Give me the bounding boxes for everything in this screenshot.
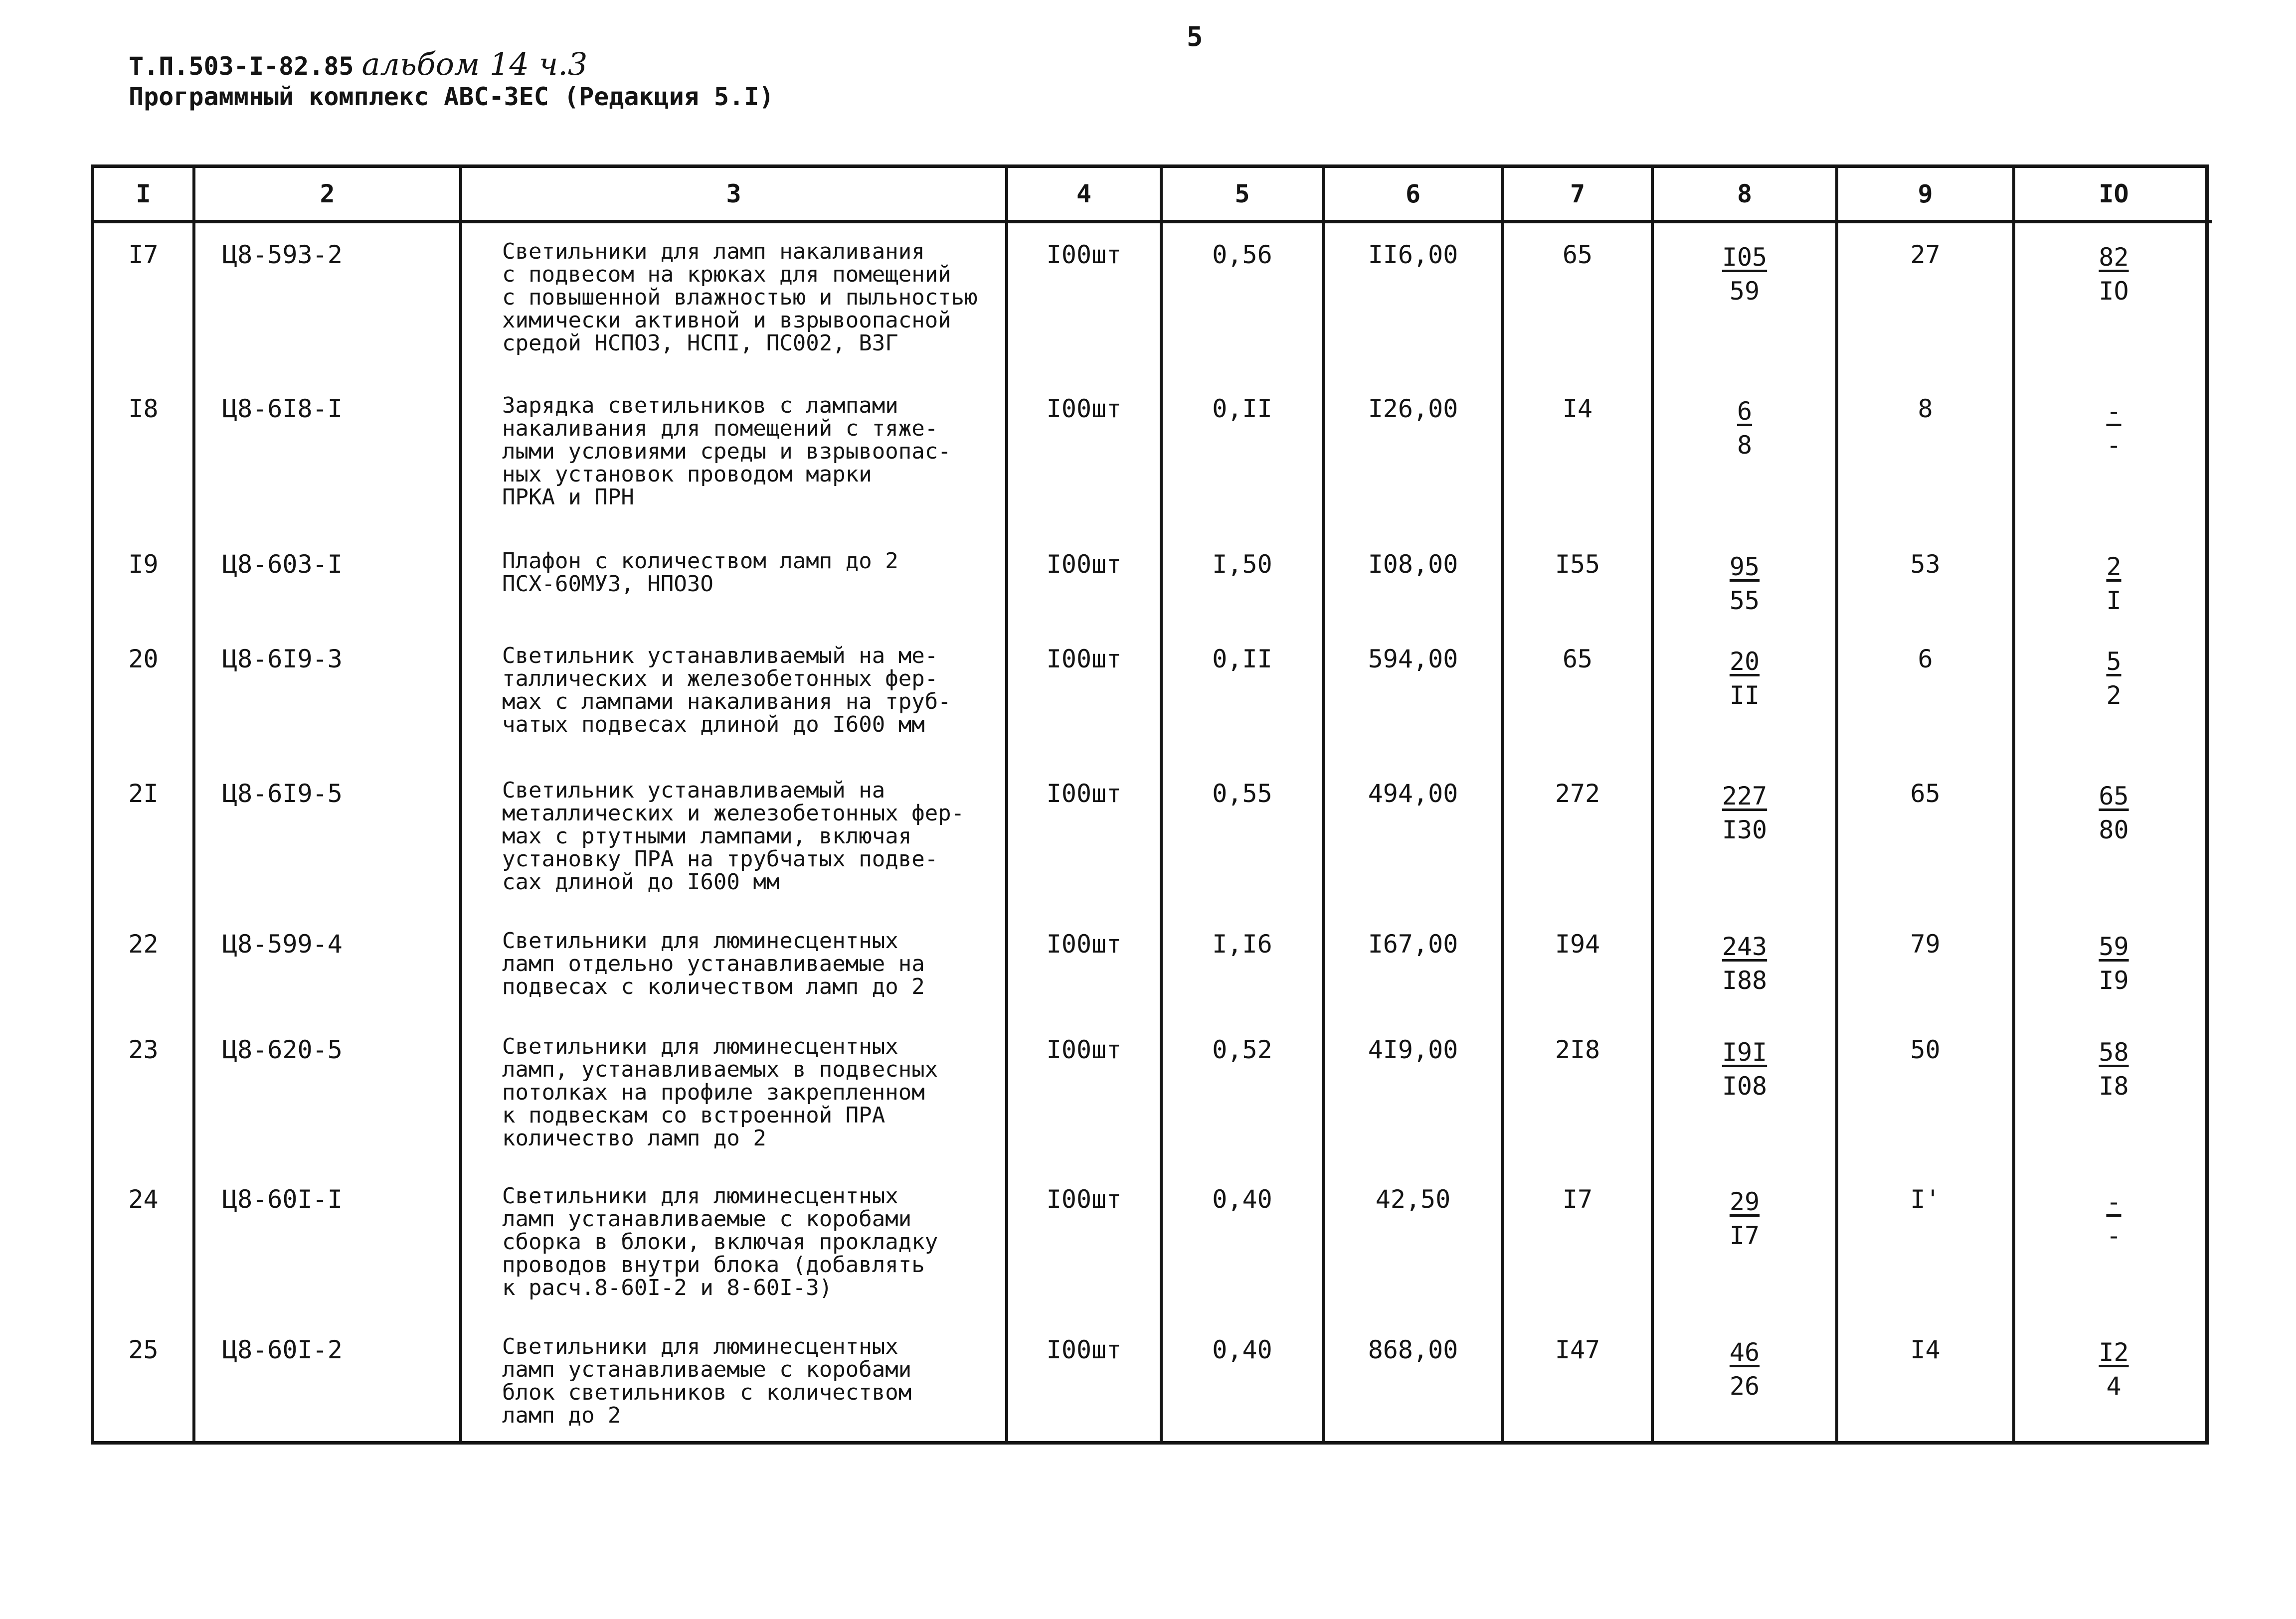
work-description: Зарядка светильников с лампами накаливания для помещений с тяже- лыми условиями среды и взрывоопас- ных установок проводом марки ПРКА и ПРН — [461, 377, 1007, 533]
cell-col9: 53 — [1837, 533, 2014, 628]
column-header: 9 — [1837, 168, 2014, 222]
unit: I00шт — [1007, 533, 1161, 628]
fraction-numerator: 95 — [1729, 552, 1760, 581]
fraction — [2099, 1035, 2128, 1103]
cell-col5: 0,II — [1161, 628, 1323, 762]
table-row — [94, 222, 2212, 377]
cell-col9: 27 — [1837, 222, 2014, 377]
row-number: 23 — [94, 1018, 194, 1168]
work-description: Светильник устанавливаемый на металлических и железобетонных фер- мах с ртутными лампами, включая установку ПРА на трубчатых подве- сах длиной до I600 мм — [461, 762, 1007, 913]
cell-col5: 0,56 — [1161, 222, 1323, 377]
fraction — [1730, 645, 1760, 712]
fraction — [2099, 240, 2128, 308]
fraction — [1730, 1185, 1760, 1253]
rate-code: Ц8-6I8-I — [194, 377, 461, 533]
unit: I00шт — [1007, 222, 1161, 377]
cell-col7: 65 — [1503, 628, 1652, 762]
column-header: 5 — [1161, 168, 1323, 222]
fraction — [2106, 645, 2121, 712]
page-number: 5 — [1187, 21, 1203, 52]
fraction-denominator: I — [2106, 586, 2121, 615]
cell-col8 — [1652, 222, 1837, 377]
rate-code: Ц8-620-5 — [194, 1018, 461, 1168]
rate-code: Ц8-60I-2 — [194, 1318, 461, 1442]
column-header: 4 — [1007, 168, 1161, 222]
cell-col9: I' — [1837, 1168, 2014, 1318]
unit: I00шт — [1007, 913, 1161, 1018]
cell-col8 — [1652, 913, 1837, 1018]
fraction-denominator: I7 — [1729, 1221, 1760, 1250]
fraction-denominator: - — [2106, 1221, 2121, 1250]
cell-col10 — [2014, 913, 2212, 1018]
fraction-denominator: 4 — [2106, 1371, 2121, 1401]
column-header: 7 — [1503, 168, 1652, 222]
fraction-denominator: I30 — [1722, 815, 1767, 844]
table-row — [94, 533, 2212, 628]
cell-col9: 79 — [1837, 913, 2014, 1018]
unit: I00шт — [1007, 1318, 1161, 1442]
fraction-numerator: 243 — [1722, 932, 1767, 961]
cell-col8 — [1652, 1018, 1837, 1168]
cell-col6: I08,00 — [1323, 533, 1503, 628]
fraction — [1722, 779, 1767, 847]
cell-col7: 65 — [1503, 222, 1652, 377]
fraction-numerator: 59 — [2099, 932, 2129, 961]
column-header: 6 — [1323, 168, 1503, 222]
cell-col5: 0,55 — [1161, 762, 1323, 913]
table-row — [94, 913, 2212, 1018]
cell-col7: I47 — [1503, 1318, 1652, 1442]
cell-col10 — [2014, 377, 2212, 533]
fraction — [1722, 930, 1767, 997]
row-number: 20 — [94, 628, 194, 762]
row-number: I9 — [94, 533, 194, 628]
fraction-numerator: 6 — [1737, 396, 1753, 426]
cell-col10 — [2014, 533, 2212, 628]
table-row — [94, 1168, 2212, 1318]
fraction — [2106, 394, 2121, 462]
row-number: 22 — [94, 913, 194, 1018]
cell-col5: I,I6 — [1161, 913, 1323, 1018]
cell-col10 — [2014, 762, 2212, 913]
table-header-row — [94, 168, 2212, 222]
fraction-denominator: I9 — [2099, 966, 2129, 995]
fraction-numerator: 227 — [1722, 781, 1767, 810]
fraction-numerator: 20 — [1729, 647, 1760, 676]
fraction-numerator: I2 — [2099, 1337, 2129, 1367]
unit: I00шт — [1007, 1018, 1161, 1168]
cell-col10 — [2014, 1168, 2212, 1318]
fraction-numerator: I9I — [1722, 1037, 1767, 1067]
work-description: Светильники для люминесцентных ламп, устанавливаемых в подвесных потолках на профиле закрепленном к подвескам со встроенной ПРА количество ламп до 2 — [461, 1018, 1007, 1168]
unit: I00шт — [1007, 377, 1161, 533]
cell-col8 — [1652, 1168, 1837, 1318]
cell-col9: 6 — [1837, 628, 2014, 762]
fraction — [2106, 550, 2121, 618]
fraction-numerator: 2 — [2106, 552, 2121, 581]
cell-col6: I67,00 — [1323, 913, 1503, 1018]
fraction-numerator: - — [2106, 1187, 2121, 1216]
fraction-denominator: I8 — [2099, 1071, 2129, 1101]
work-description: Плафон с количеством ламп до 2 ПСХ-60МУЗ, НПОЗО — [461, 533, 1007, 628]
cell-col6: I26,00 — [1323, 377, 1503, 533]
cell-col9: 65 — [1837, 762, 2014, 913]
cell-col6: 42,50 — [1323, 1168, 1503, 1318]
column-header: IO — [2014, 168, 2212, 222]
table-row — [94, 377, 2212, 533]
fraction-numerator: 5 — [2106, 647, 2121, 676]
cell-col5: 0,52 — [1161, 1018, 1323, 1168]
fraction — [2099, 779, 2128, 847]
cell-col9: 50 — [1837, 1018, 2014, 1168]
fraction-numerator: 82 — [2099, 243, 2129, 272]
fraction-denominator: 55 — [1729, 586, 1760, 615]
fraction-denominator: - — [2106, 430, 2121, 460]
fraction — [1722, 240, 1767, 308]
cell-col6: 494,00 — [1323, 762, 1503, 913]
fraction-numerator: 46 — [1729, 1337, 1760, 1367]
table-row — [94, 1318, 2212, 1442]
row-number: 25 — [94, 1318, 194, 1442]
work-description: Светильники для люминесцентных ламп устанавливаемые с коробами сборка в блоки, включая прокладку проводов внутри блока (добавлять к расч.8-60I-2 и 8-60I-3) — [461, 1168, 1007, 1318]
fraction-denominator: 8 — [1737, 430, 1753, 460]
rate-code: Ц8-60I-I — [194, 1168, 461, 1318]
fraction-numerator: - — [2106, 396, 2121, 426]
cell-col10 — [2014, 628, 2212, 762]
fraction — [1730, 550, 1760, 618]
fraction-denominator: I88 — [1722, 966, 1767, 995]
fraction-denominator: I08 — [1722, 1071, 1767, 1101]
cell-col6: 4I9,00 — [1323, 1018, 1503, 1168]
cell-col8 — [1652, 533, 1837, 628]
rate-code: Ц8-6I9-3 — [194, 628, 461, 762]
work-description: Светильники для люминесцентных ламп устанавливаемые с коробами блок светильников с количеством ламп до 2 — [461, 1318, 1007, 1442]
table-row — [94, 628, 2212, 762]
cell-col7: 2I8 — [1503, 1018, 1652, 1168]
fraction-numerator: I05 — [1722, 243, 1767, 272]
column-header: 3 — [461, 168, 1007, 222]
column-header: 2 — [194, 168, 461, 222]
cell-col6: 594,00 — [1323, 628, 1503, 762]
handwritten-album-note: альбом 14 ч.3 — [361, 46, 588, 82]
row-number: I8 — [94, 377, 194, 533]
rate-code: Ц8-603-I — [194, 533, 461, 628]
cell-col10 — [2014, 1318, 2212, 1442]
fraction — [1737, 394, 1752, 462]
cell-col10 — [2014, 1018, 2212, 1168]
fraction-denominator: IO — [2099, 277, 2129, 306]
table-row — [94, 1018, 2212, 1168]
unit: I00шт — [1007, 628, 1161, 762]
fraction-numerator: 29 — [1729, 1187, 1760, 1216]
fraction — [1722, 1035, 1767, 1103]
row-number: 2I — [94, 762, 194, 913]
row-number: 24 — [94, 1168, 194, 1318]
rate-code: Ц8-593-2 — [194, 222, 461, 377]
estimate-table — [91, 164, 2209, 1445]
work-description: Светильники для ламп накаливания с подвесом на крюках для помещений с повышенной влажностью и пыльностью химически активной и взрывоопасной средой НСПОЗ, НСПI, ПС002, ВЗГ — [461, 222, 1007, 377]
unit: I00шт — [1007, 762, 1161, 913]
cell-col7: 272 — [1503, 762, 1652, 913]
cell-col5: I,50 — [1161, 533, 1323, 628]
rate-code: Ц8-6I9-5 — [194, 762, 461, 913]
cell-col8 — [1652, 1318, 1837, 1442]
cell-col5: 0,II — [1161, 377, 1323, 533]
cell-col6: II6,00 — [1323, 222, 1503, 377]
program-complex-line: Программный комплекс АВС-ЗЕС (Редакция 5.I) — [129, 82, 774, 111]
cell-col9: 8 — [1837, 377, 2014, 533]
fraction-denominator: II — [1729, 680, 1760, 710]
fraction-denominator: 26 — [1729, 1371, 1760, 1401]
unit: I00шт — [1007, 1168, 1161, 1318]
cell-col8 — [1652, 762, 1837, 913]
work-description: Светильник устанавливаемый на ме- таллических и железобетонных фер- мах с лампами накаливания на труб- чатых подвесах длиной до I600 мм — [461, 628, 1007, 762]
work-description: Светильники для люминесцентных ламп отдельно устанавливаемые на подвесах с количеством ламп до 2 — [461, 913, 1007, 1018]
fraction-denominator: 59 — [1729, 277, 1760, 306]
rate-code: Ц8-599-4 — [194, 913, 461, 1018]
fraction — [2099, 1335, 2128, 1403]
column-header: I — [94, 168, 194, 222]
cell-col5: 0,40 — [1161, 1318, 1323, 1442]
cell-col7: I7 — [1503, 1168, 1652, 1318]
cell-col5: 0,40 — [1161, 1168, 1323, 1318]
column-header: 8 — [1652, 168, 1837, 222]
row-number: I7 — [94, 222, 194, 377]
cell-col8 — [1652, 628, 1837, 762]
fraction-numerator: 65 — [2099, 781, 2129, 810]
document-code: Т.П.503-I-82.85 — [129, 52, 354, 81]
cell-col9: I4 — [1837, 1318, 2014, 1442]
fraction — [2106, 1185, 2121, 1253]
cell-col10 — [2014, 222, 2212, 377]
cell-col8 — [1652, 377, 1837, 533]
fraction-denominator: 80 — [2099, 815, 2129, 844]
fraction-numerator: 58 — [2099, 1037, 2129, 1067]
document-code-line — [129, 46, 587, 82]
fraction-denominator: 2 — [2106, 680, 2121, 710]
cell-col7: I4 — [1503, 377, 1652, 533]
cell-col7: I55 — [1503, 533, 1652, 628]
fraction — [2099, 930, 2128, 997]
fraction — [1730, 1335, 1760, 1403]
cell-col7: I94 — [1503, 913, 1652, 1018]
table-row — [94, 762, 2212, 913]
cell-col6: 868,00 — [1323, 1318, 1503, 1442]
